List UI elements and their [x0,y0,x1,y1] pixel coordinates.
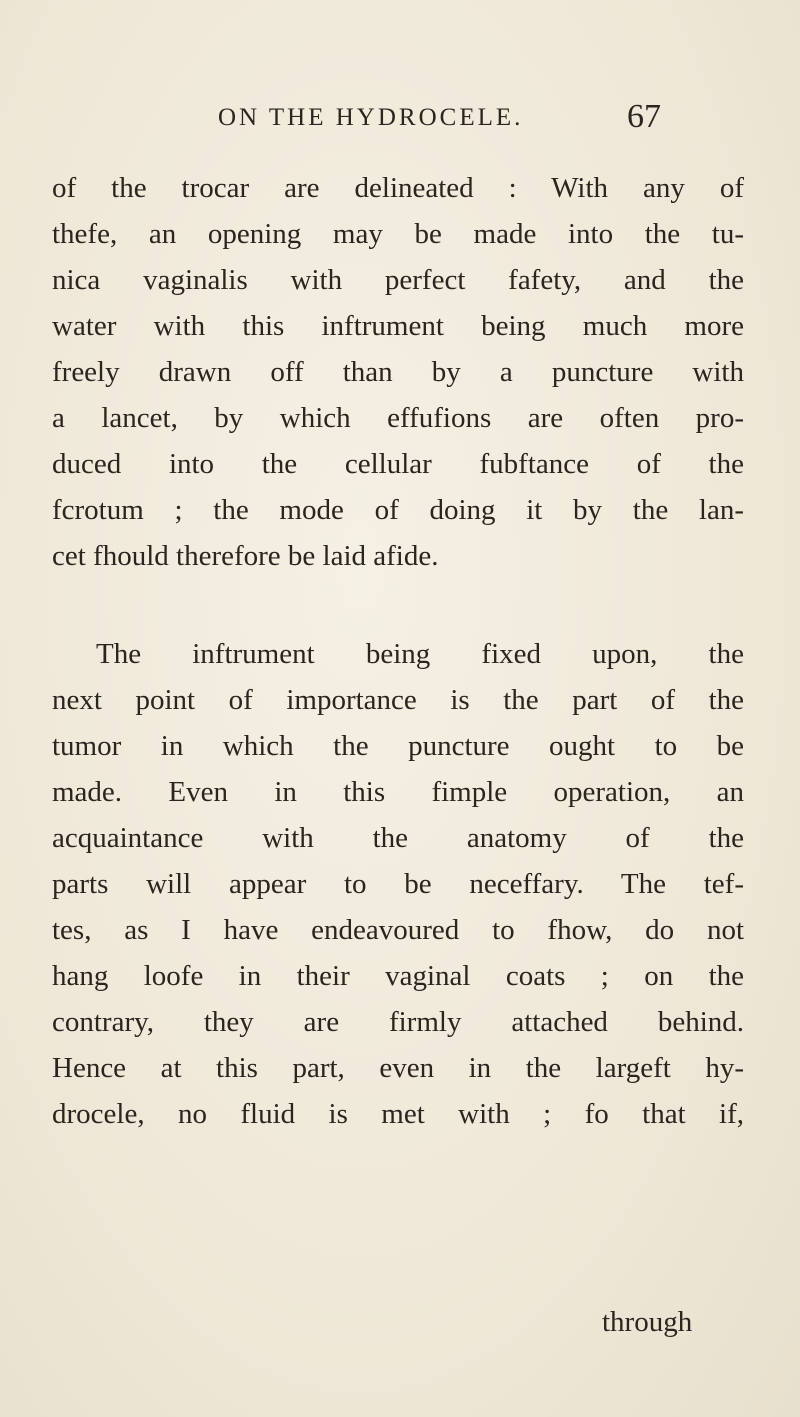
running-title: ON THE HYDROCELE. [218,104,524,131]
text-line: tumor in which the puncture ought to be [52,730,744,762]
text-line: contrary, they are firmly attached behind. [52,1006,744,1038]
page-number: 67 [627,98,661,135]
text-line: water with this inftrument being much more [52,310,744,342]
text-line: hang loofe in their vaginal coats ; on the [52,960,744,992]
text-line: made. Even in this fimple operation, an [52,776,744,808]
text-line: acquaintance with the anatomy of the [52,822,744,854]
text-line: of the trocar are delineated : With any of [52,172,744,204]
paragraph-gap [52,579,744,631]
body-text [52,165,744,1137]
text-line: tes, as I have endeavoured to fhow, do not [52,914,744,946]
text-line: nica vaginalis with perfect fafety, and the [52,264,744,296]
catchword: through [602,1306,693,1338]
text-line: thefe, an opening may be made into the tu- [52,218,744,250]
paragraph-2 [52,631,744,1137]
text-line-last: cet fhould therefore be laid afide. [52,540,439,572]
text-line: Hence at this part, even in the largeft hy- [52,1052,744,1084]
page-header [0,98,800,144]
text-line: a lancet, by which effufions are often pro- [52,402,744,434]
text-line: freely drawn off than by a puncture with [52,356,744,388]
paragraph-1 [52,165,744,579]
text-line: next point of importance is the part of the [52,684,744,716]
text-line: drocele, no fluid is met with ; fo that if, [52,1098,744,1130]
text-line-indented: The inftrument being fixed upon, the [96,638,744,670]
text-line: fcrotum ; the mode of doing it by the lan- [52,494,744,526]
text-line: parts will appear to be neceffary. The tef- [52,868,744,900]
text-line: duced into the cellular fubftance of the [52,448,744,480]
